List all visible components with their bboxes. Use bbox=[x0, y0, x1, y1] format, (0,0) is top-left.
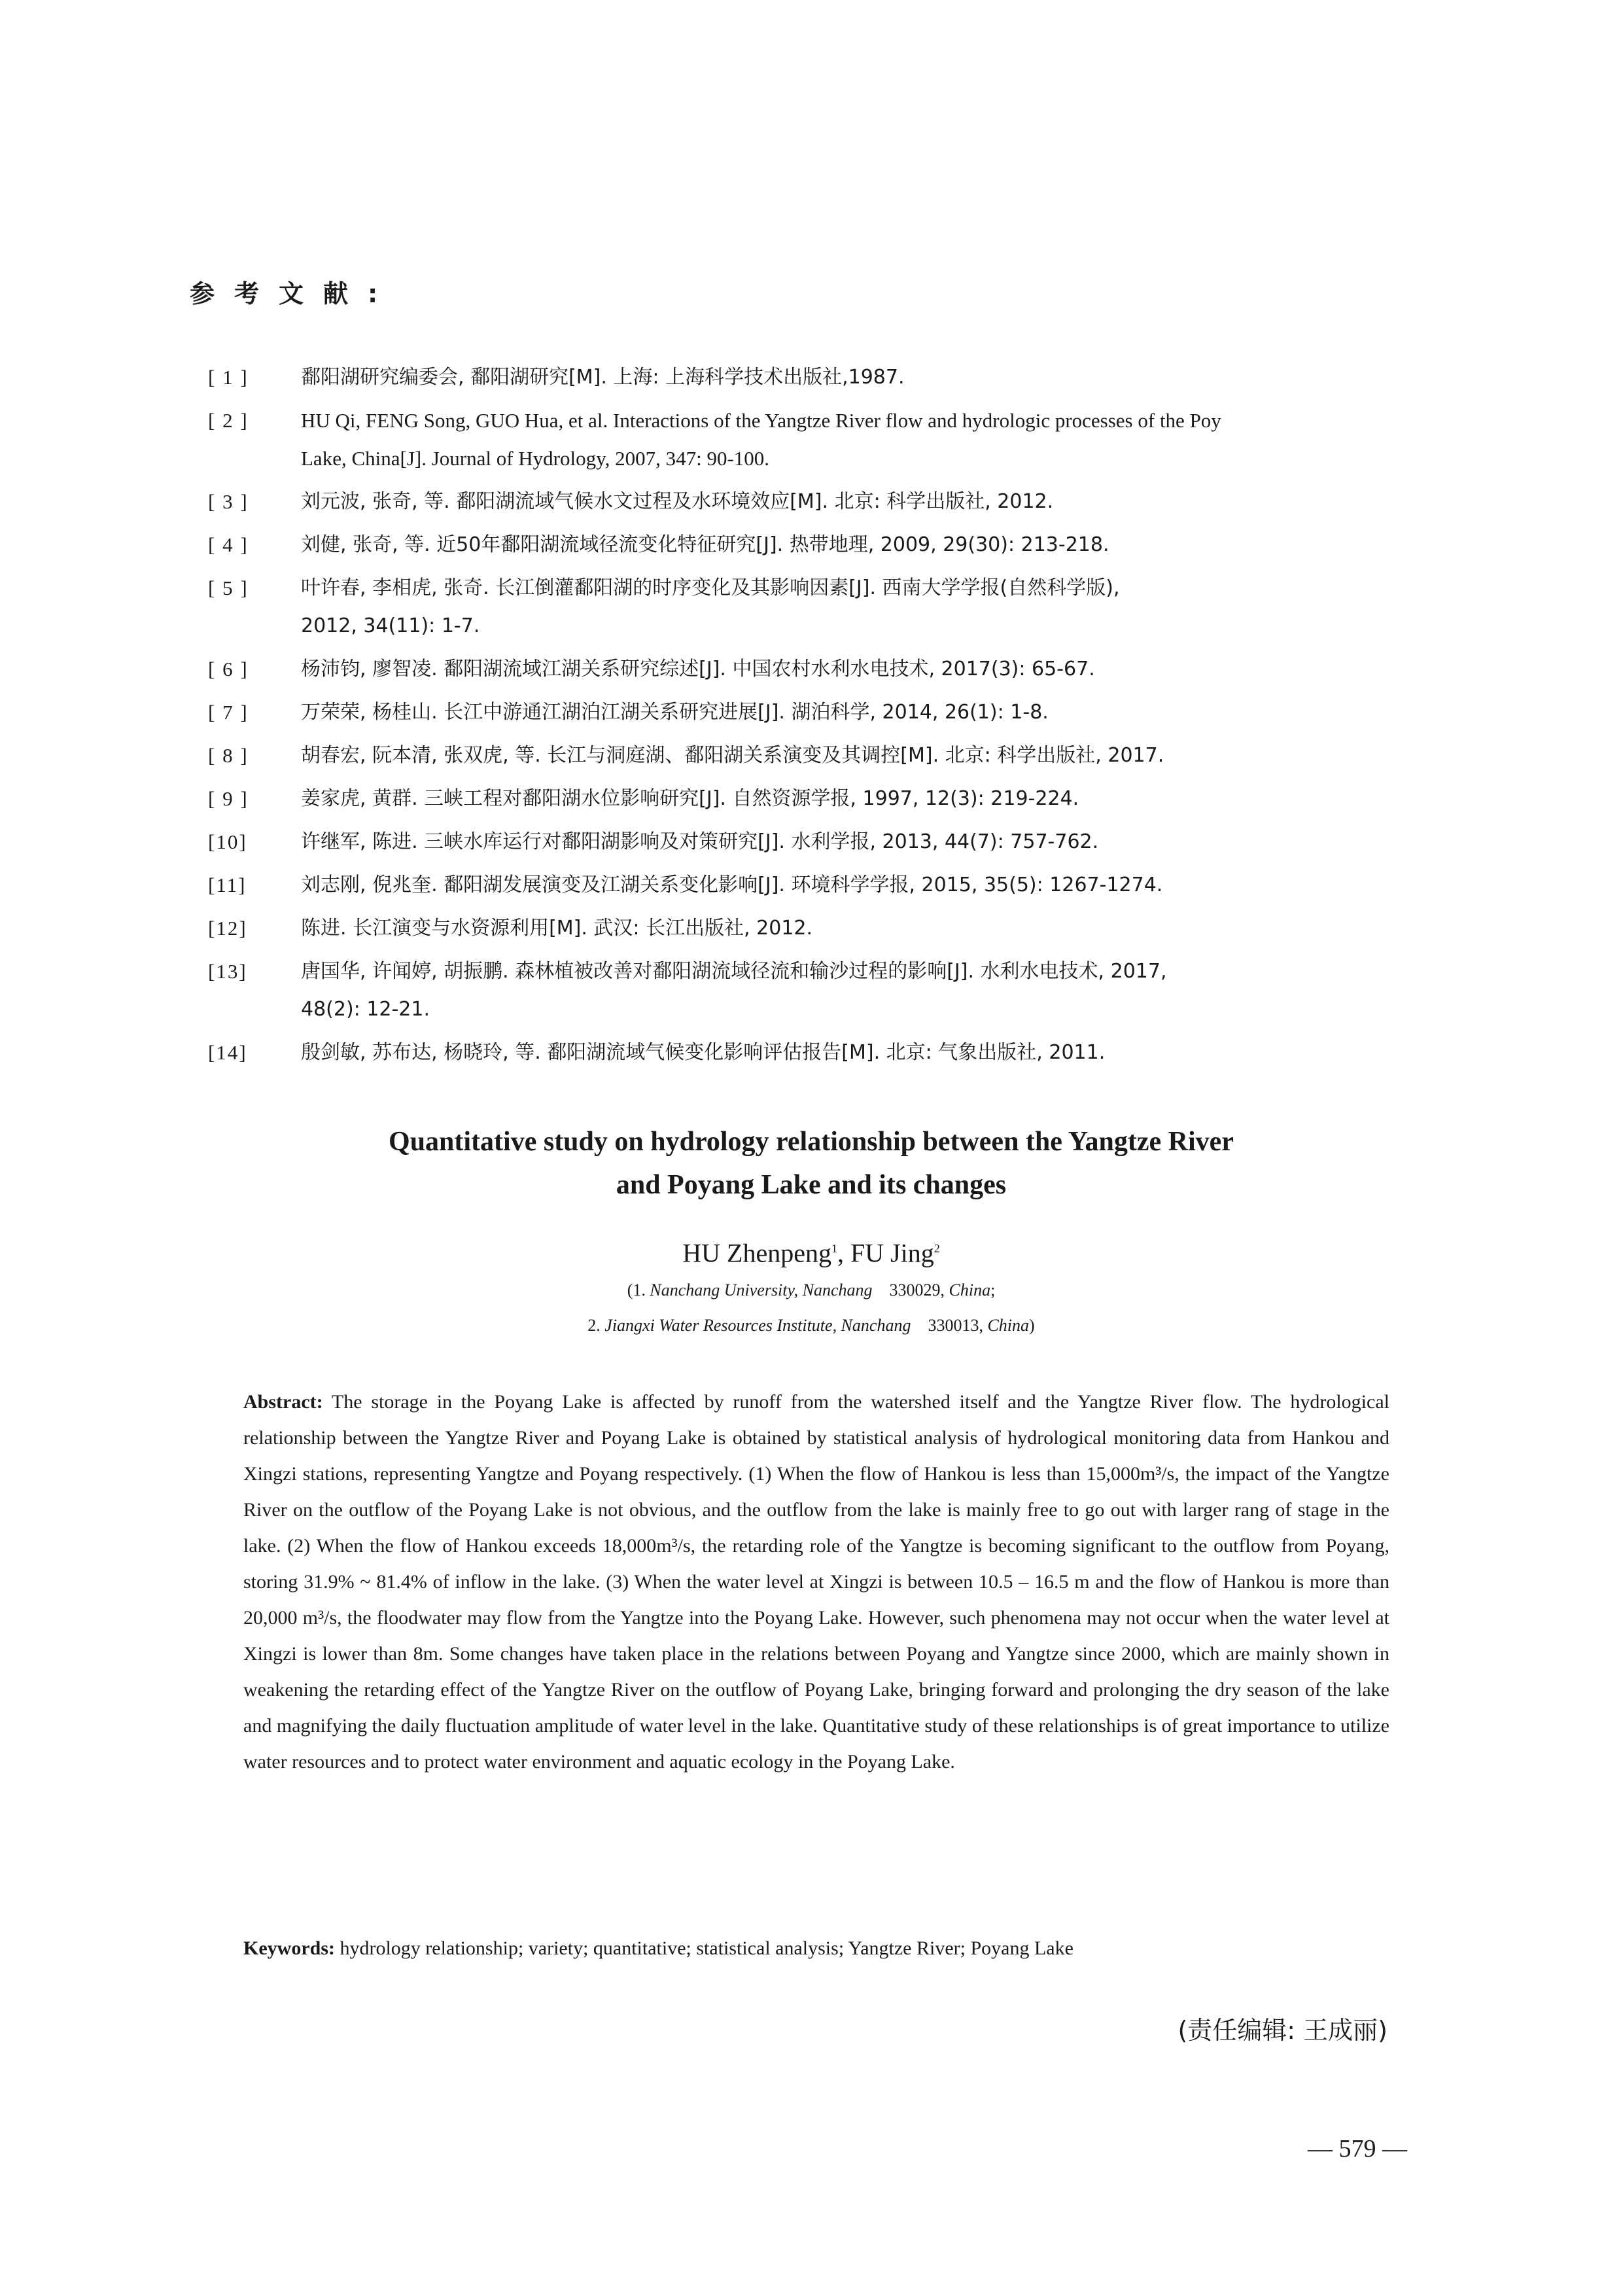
english-title-line: Quantitative study on hydrology relationship between the Yangtze River bbox=[389, 1127, 1234, 1157]
reference-item bbox=[208, 526, 1438, 564]
reference-number: [14] bbox=[208, 1041, 247, 1064]
reference-text: 陈进. 长江演变与水资源利用[M]. 武汉: 长江出版社, 2012. bbox=[301, 917, 813, 940]
reference-number: [ 5 ] bbox=[208, 576, 249, 599]
affiliation-country: China bbox=[949, 1280, 991, 1299]
reference-number: [11] bbox=[208, 874, 247, 896]
english-title bbox=[196, 1120, 1426, 1207]
reference-item bbox=[208, 910, 1438, 947]
affiliation-prefix: 2. bbox=[587, 1316, 605, 1335]
reference-number: [ 9 ] bbox=[208, 787, 249, 810]
reference-item bbox=[208, 780, 1438, 818]
keywords-text: hydrology relationship; variety; quantitative; statistical analysis; Yangtze River; Poyang Lake bbox=[340, 1937, 1073, 1959]
reference-number: [ 6 ] bbox=[208, 658, 249, 680]
page-number: — 579 — bbox=[1308, 2135, 1407, 2163]
reference-text: 杨沛钧, 廖智凌. 鄱阳湖流域江湖关系研究综述[J]. 中国农村水利水电技术, 2017(3): 65-67. bbox=[301, 658, 1095, 680]
reference-number: [ 7 ] bbox=[208, 701, 249, 724]
reference-item bbox=[208, 953, 1438, 1029]
reference-item bbox=[208, 737, 1438, 775]
abstract bbox=[243, 1384, 1389, 1780]
reference-number: [ 8 ] bbox=[208, 744, 249, 767]
reference-item bbox=[208, 694, 1438, 732]
reference-item bbox=[208, 402, 1438, 478]
reference-item bbox=[208, 569, 1438, 645]
reference-text: 叶许春, 李相虎, 张奇. 长江倒灌鄱阳湖的时序变化及其影响因素[J]. 西南大学学报(自然科学版), bbox=[301, 576, 1120, 599]
affiliation-suffix: ) bbox=[1029, 1316, 1035, 1335]
reference-text-continued: Lake, China[J]. Journal of Hydrology, 2007, 347: 90-100. bbox=[301, 447, 770, 470]
affiliation-suffix: ; bbox=[990, 1280, 996, 1299]
reference-text: 刘健, 张奇, 等. 近50年鄱阳湖流域径流变化特征研究[J]. 热带地理, 2009, 29(30): 213-218. bbox=[301, 533, 1109, 556]
reference-number: [ 4 ] bbox=[208, 533, 249, 556]
author-name: HU Zhenpeng bbox=[682, 1238, 831, 1268]
reference-text: 姜家虎, 黄群. 三峡工程对鄱阳湖水位影响研究[J]. 自然资源学报, 1997, 12(3): 219-224. bbox=[301, 787, 1079, 810]
english-title-line: and Poyang Lake and its changes bbox=[616, 1170, 1007, 1200]
author-separator: , bbox=[837, 1238, 850, 1268]
keywords-label: Keywords: bbox=[243, 1937, 335, 1959]
reference-item bbox=[208, 1034, 1438, 1072]
reference-text: 胡春宏, 阮本清, 张双虎, 等. 长江与洞庭湖、鄱阳湖关系演变及其调控[M]. 北京: 科学出版社, 2017. bbox=[301, 744, 1164, 767]
reference-text-continued: 48(2): 12-21. bbox=[301, 998, 430, 1021]
reference-list bbox=[208, 359, 1438, 1077]
reference-text: 唐国华, 许闻婷, 胡振鹏. 森林植被改善对鄱阳湖流域径流和输沙过程的影响[J]. 水利水电技术, 2017, bbox=[301, 960, 1167, 983]
responsible-editor: (责任编辑: 王成丽) bbox=[1178, 2016, 1387, 2045]
affiliation-line bbox=[196, 1313, 1426, 1339]
reference-number: [ 1 ] bbox=[208, 366, 249, 389]
reference-item bbox=[208, 650, 1438, 688]
reference-text: 万荣荣, 杨桂山. 长江中游通江湖泊江湖关系研究进展[J]. 湖泊科学, 2014, 26(1): 1-8. bbox=[301, 701, 1049, 724]
affiliation-postcode: 330013, bbox=[928, 1316, 988, 1335]
reference-number: [ 3 ] bbox=[208, 490, 249, 513]
author-line bbox=[196, 1233, 1426, 1269]
reference-text: 鄱阳湖研究编委会, 鄱阳湖研究[M]. 上海: 上海科学技术出版社,1987. bbox=[301, 366, 905, 389]
reference-number: [13] bbox=[208, 960, 247, 983]
reference-text: 许继军, 陈进. 三峡水库运行对鄱阳湖影响及对策研究[J]. 水利学报, 2013, 44(7): 757-762. bbox=[301, 830, 1099, 853]
reference-number: [12] bbox=[208, 917, 247, 940]
abstract-label: Abstract: bbox=[243, 1391, 323, 1413]
reference-number: [ 2 ] bbox=[208, 409, 249, 432]
reference-text-continued: 2012, 34(11): 1-7. bbox=[301, 614, 480, 637]
affiliation-prefix: (1. bbox=[627, 1280, 650, 1299]
affiliation-postcode: 330029, bbox=[889, 1280, 949, 1299]
reference-number: [10] bbox=[208, 830, 247, 853]
reference-item bbox=[208, 483, 1438, 521]
reference-text: HU Qi, FENG Song, GUO Hua, et al. Interactions of the Yangtze River flow and hydrologic processes of the Poy bbox=[301, 409, 1221, 432]
reference-text: 刘志刚, 倪兆奎. 鄱阳湖发展演变及江湖关系变化影响[J]. 环境科学学报, 2015, 35(5): 1267-1274. bbox=[301, 874, 1163, 896]
affiliation-org: Nanchang University, Nanchang bbox=[650, 1280, 873, 1299]
references-heading: 参考文献: bbox=[190, 279, 398, 308]
reference-item bbox=[208, 866, 1438, 904]
abstract-text: The storage in the Poyang Lake is affected by runoff from the watershed itself and the Yangtze River flow. The hydrological relationship between the Yangtze River and Poyang Lake is obtained by statistical analysis of hydrological monitoring data from Hankou and Xingzi stations, representing Yangtze and Poyang respectively. (1) When the flow of Hankou is less than 15,000m³/s, the impact of the Yangtze River on the outflow of the Poyang Lake is not obvious, and the outflow from the lake is mainly free to go out with larger rang of stage in the lake. (2) When the flow of Hankou exceeds 18,000m³/s, the retarding role of the Yangtze is becoming significant to the outflow from Poyang, storing 31.9% ~ 81.4% of inflow in the lake. (3) When the water level at Xingzi is between 10.5 – 16.5 m and the flow of Hankou is more than 20,000 m³/s, the floodwater may flow from the Yangtze into the Poyang Lake. However, such phenomena may not occur when the water level at Xingzi is lower than 8m. Some changes have taken place in the relations between Poyang and Yangtze since 2000, which are mainly shown in weakening the retarding effect of the Yangtze River on the outflow of Poyang Lake, bringing forward and prolonging the dry season of the lake and magnifying the daily fluctuation amplitude of water level in the lake. Quantitative study of these relationships is of great importance to utilize water resources and to protect water environment and aquatic ecology in the Poyang Lake. bbox=[243, 1391, 1389, 1773]
reference-text: 殷剑敏, 苏布达, 杨晓玲, 等. 鄱阳湖流域气候变化影响评估报告[M]. 北京: 气象出版社, 2011. bbox=[301, 1041, 1106, 1064]
reference-item bbox=[208, 823, 1438, 861]
author-affiliation-mark: 1 bbox=[831, 1242, 837, 1255]
affiliation-country: China bbox=[987, 1316, 1030, 1335]
author-affiliation-mark: 2 bbox=[934, 1242, 940, 1255]
affiliation-line bbox=[196, 1277, 1426, 1303]
author-name: FU Jing bbox=[850, 1238, 934, 1268]
affiliation-org: Jiangxi Water Resources Institute, Nanchang bbox=[604, 1316, 911, 1335]
reference-text: 刘元波, 张奇, 等. 鄱阳湖流域气候水文过程及水环境效应[M]. 北京: 科学出版社, 2012. bbox=[301, 490, 1054, 513]
reference-item bbox=[208, 359, 1438, 397]
keywords bbox=[243, 1930, 1389, 1966]
